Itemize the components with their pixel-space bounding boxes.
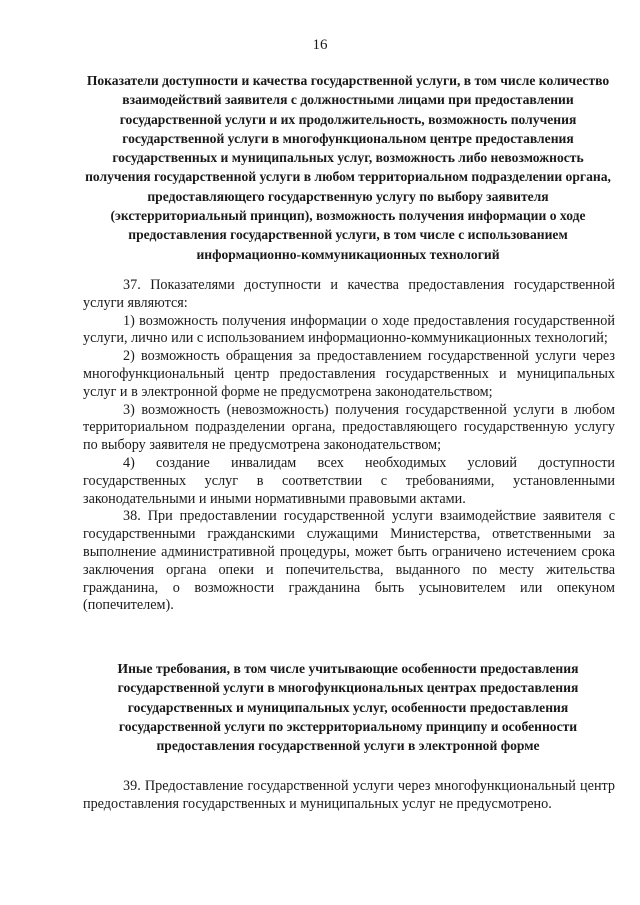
paragraph-39: 39. Предоставление государственной услуги через многофункциональный центр предоставления государственных и муниципальных услуг не предусмотрено.: [83, 778, 615, 812]
paragraph-37-intro: 37. Показателями доступности и качества предоставления государственной услуги являются:: [83, 277, 615, 311]
section-heading-accessibility: Показатели доступности и качества государственной услуги, в том числе количество взаимодействий заявителя с должностными лицами при предоставлении государственной услуги и их продолжительность, возможность получения государственной услуги в многофункциональном центре предоставления государственных и муниципальных услуг, возможность либо невозможность получения государственной услуги в любом территориальном подразделении органа, предоставляющего государственную услугу по выбору заявителя (экстерриториальный принцип), возможность получения информации о ходе предоставления государственной услуги, в том числе с использованием информационно-коммуникационных технологий: [85, 73, 611, 262]
section-body-accessibility: [83, 277, 615, 615]
section-body-other-requirements: [83, 778, 615, 814]
list-item-3: 3) возможность (невозможность) получения государственной услуги в любом территориальном подразделении органа, предоставляющего государственную услугу по выбору заявителя не предусмотрена законодательством;: [83, 401, 615, 454]
section-heading-other-requirements: Иные требования, в том числе учитывающие особенности предоставления государственной услуги в многофункциональных центрах предоставления государственных и муниципальных услуг, особенности предоставления государственной услуги по экстерриториальному принципу и особенности предоставления государственной услуги в электронной форме: [117, 661, 579, 754]
paragraph-38: 38. При предоставлении государственной услуги взаимодействие заявителя с государственными гражданскими служащими Министерства, ответственными за выполнение административной процедуры, может быть ограничено истечением срока заключения органа опеки и попечительства, выданного по месту жительства гражданина, о возможности гражданина быть усыновителем или опекуном (попечителем).: [83, 508, 615, 614]
list-item-1: 1) возможность получения информации о ходе предоставления государственной услуги, лично или с использованием информационно-коммуникационных технологий;: [83, 312, 615, 347]
page-number: 16: [312, 37, 328, 53]
list-item-2: 2) возможность обращения за предоставлением государственной услуги через многофункциональный центр предоставления государственных и муниципальных услуг и в электронной форме не предусмотрена законодательством;: [83, 348, 615, 400]
list-item-4: 4) создание инвалидам всех необходимых условий доступности государственных услуг в соответствии с требованиями, установленными законодательными и иными нормативными правовыми актами.: [83, 454, 615, 507]
